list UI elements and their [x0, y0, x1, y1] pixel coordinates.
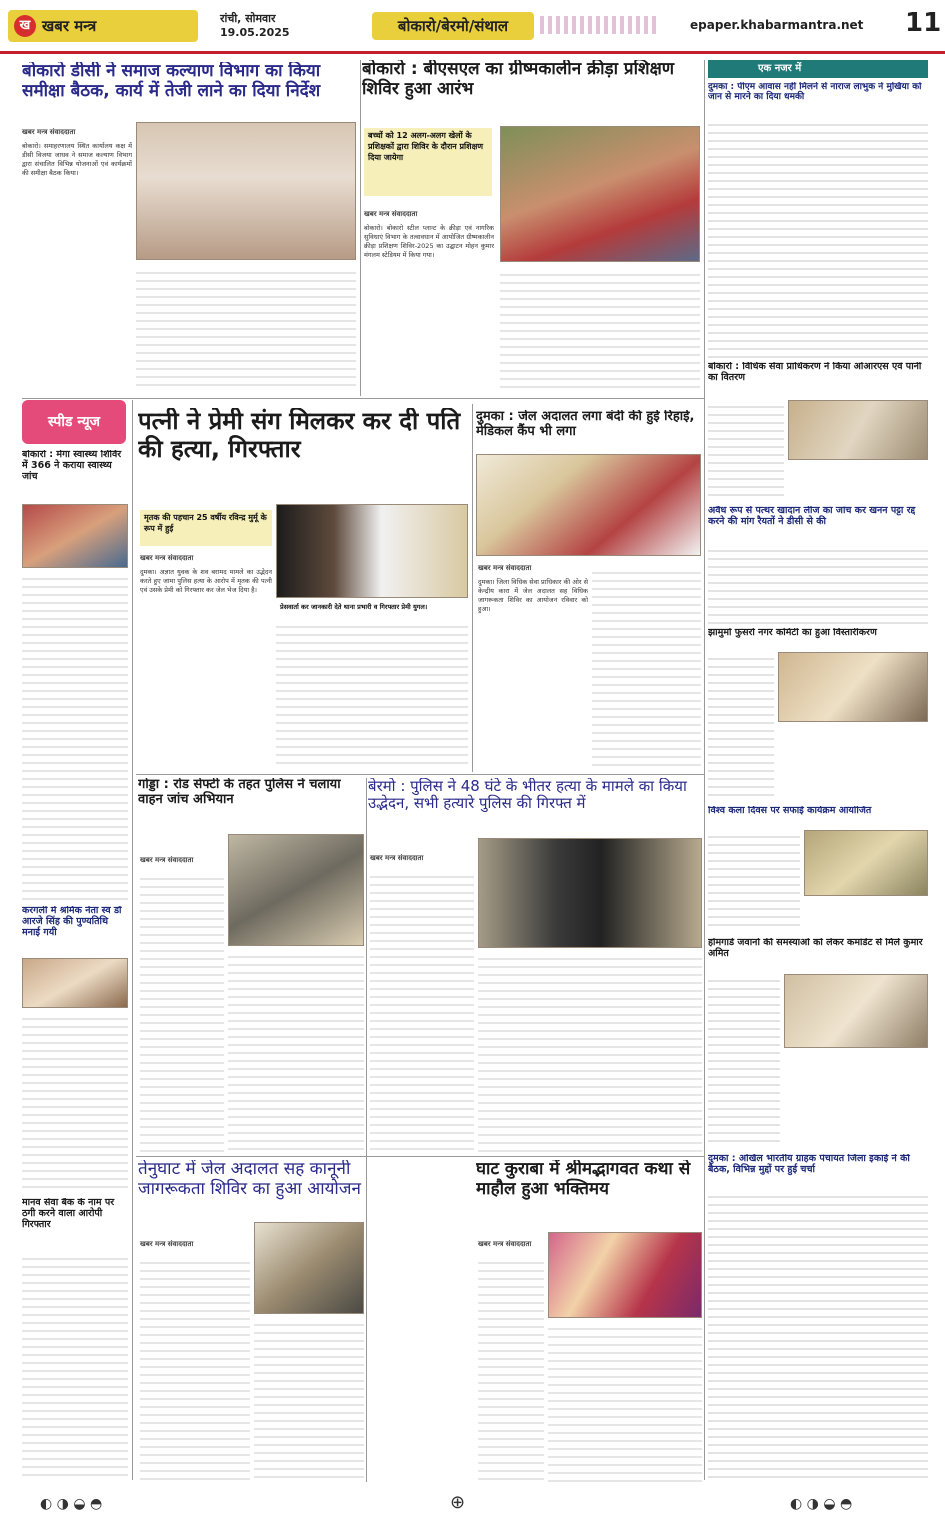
- decorative-stripe: [540, 16, 660, 34]
- subhead: बच्चों को 12 अलग-अलग खेलों के प्रशिक्षकों द्वारा शिविर के दौरान प्रशिक्षण दिया जायेगा: [364, 128, 492, 196]
- headline-pm-awas: दुमका : पीएम आवास नहीं मिलने से नाराज लाभुक ने मुखिया को जान से मारने का दिया धमकी: [708, 82, 922, 103]
- speed-news-label: स्पीड न्यूज: [47, 414, 101, 430]
- photo-police-press: [276, 504, 468, 598]
- article-body-cont: [500, 268, 700, 392]
- byline: खबर मन्त्र संवाददाता: [22, 128, 76, 136]
- photo-vehicle-check: [228, 834, 364, 946]
- headline-jmm-fusro: झामुमो फुसरो नगर कमिटी का हुआ विस्तारीकरण: [708, 628, 877, 638]
- column-divider: [366, 778, 367, 1482]
- article-body: [708, 544, 928, 624]
- epaper-link[interactable]: epaper.khabarmantra.net: [690, 18, 864, 32]
- section-tag: एक नजर में: [708, 60, 928, 78]
- headline-health-camp: बोकारो : मेगा स्वास्थ्य शिविर में 366 ने कराया स्वास्थ्य जांच: [22, 450, 122, 482]
- photo-caption: प्रेसवार्ता कर जानकारी देते थाना प्रभारी व गिरफ्तार प्रेमी युगल।: [276, 600, 468, 616]
- section-title: बोकारो/बेरमो/संथाल: [372, 12, 534, 40]
- dateline: [220, 12, 290, 40]
- column-divider: [360, 60, 361, 396]
- byline: खबर मन्त्र संवाददाता: [140, 856, 194, 864]
- column-divider: [132, 400, 133, 1480]
- article-body-cont: [254, 1318, 364, 1482]
- section-divider: [136, 1156, 704, 1157]
- footer: [0, 1490, 945, 1517]
- brand-name: खबर मन्त्र: [42, 17, 97, 35]
- article-body: [140, 872, 224, 1152]
- headline-bhagwat-katha: घाट कुराबा में श्रीमद्भागवत कथा से माहौल हुआ भक्तिमय: [476, 1160, 691, 1199]
- photo-katha: [548, 1232, 702, 1318]
- photo-health-camp: [22, 504, 128, 568]
- article-body: [22, 1012, 128, 1192]
- article-body: बोकारो। समाहरणालय स्थित कार्यालय कक्ष में डीसी विजया जाधव ने समाज कल्याण विभाग द्वारा संचालित विभिन्न योजनाओं एवं कार्यक्रमों की समीक्षा बैठक किया।: [22, 142, 132, 177]
- page-number: 11: [905, 8, 942, 38]
- article-body: [478, 1256, 544, 1482]
- date: 19.05.2025: [220, 26, 290, 39]
- headline-rj-singh: करगली में श्रमिक नेता स्व डॉ आरजे सिंह की पुण्यतिथि मनाई गयी: [22, 906, 122, 938]
- registration-mark-icon: ◐ ◑ ◒ ◓: [40, 1496, 103, 1512]
- headline-mining-lease: अवैध रूप से पत्थर खादान लीज का जांच कर खनन पट्टा रद्द करने की मांग रैयतों ने डीसी से की: [708, 506, 916, 527]
- article-body-cont: [228, 950, 364, 1152]
- byline: खबर मन्त्र संवाददाता: [140, 1240, 194, 1248]
- article-body: [708, 974, 780, 1144]
- right-column: [708, 60, 928, 1480]
- article-body-cont: [548, 1322, 702, 1482]
- byline: खबर मन्त्र संवाददाता: [478, 1240, 532, 1248]
- registration-mark-icon: ◐ ◑ ◒ ◓: [790, 1496, 853, 1512]
- headline-jail-court: दुमका : जेल अदालत लगा बंदी की हुई रिहाई, मेडिकल कैंप भी लगा: [476, 410, 695, 439]
- article-body: [708, 118, 928, 358]
- logo-icon: ख: [14, 15, 36, 37]
- article-body: दुमका। जिला विधिक सेवा प्राधिकार की ओर से केन्द्रीय कारा में जेल अदालत सह विधिक जागरूकता शिविर का आयोजन रविवार को हुआ।: [478, 578, 588, 613]
- article-body: दुमका। अज्ञात युवक के शव बरामद मामले का उद्भेदन करते हुए जामा पुलिस हत्या के आरोप में मृतक की पत्नी एवं उसके प्रेमी को गिरफ्तार कर जेल भेज दिया है।: [140, 568, 272, 594]
- headline-road-safety: गोड्डा : रोड सेफ्टी के तहत पुलिस ने चलाया वाहन जांच अभियान: [138, 778, 341, 807]
- headline-legal-ors: बोकारो : विधिक सेवा प्राधिकरण ने किया ओआरएस एवं पानी का वितरण: [708, 362, 922, 383]
- photo-jail-court: [476, 454, 701, 556]
- brand-block: [8, 10, 198, 42]
- headline-art-day: विश्व कला दिवस पर सफाई कार्यक्रम आयोजित: [708, 806, 872, 816]
- article-body-cont: [136, 266, 356, 392]
- headline-bsl-camp: बोकारो : बीएसएल का ग्रीष्मकालीन क्रीड़ा प्रशिक्षण शिविर हुआ आरंभ: [362, 60, 675, 99]
- article-body: [708, 652, 774, 802]
- headline-consumer-panchayat: दुमका : अखिल भारतीय ग्राहक पंचायत जिला इकाई ने की बैठक, विभिन्न मुद्दों पर हुई चर्चा: [708, 1154, 910, 1175]
- article-body: [22, 1252, 128, 1482]
- registration-mark-icon: ⊕: [450, 1492, 466, 1513]
- article-body-cont: [276, 620, 468, 768]
- headline-bermo-murder: बेरमो : पुलिस ने 48 घंटे के भीतर हत्या के मामले का किया उद्भेदन, सभी हत्यारे पुलिस की गिरफ्त में: [368, 778, 687, 813]
- article-body: [370, 870, 474, 1152]
- photo-meeting: [136, 122, 356, 260]
- article-body: [22, 572, 128, 902]
- photo-ors-distribution: [788, 400, 928, 460]
- byline: खबर मन्त्र संवाददाता: [364, 210, 418, 218]
- headline-dc-review: बोकारो डीसी ने समाज कल्याण विभाग का किया समीक्षा बैठक, कार्य में तेजी लाने का दिया निर्देश: [22, 62, 321, 101]
- article-body: [708, 400, 784, 500]
- article-body: [140, 1256, 250, 1482]
- article-body-cont: [592, 566, 701, 768]
- photo-legal-camp: [254, 1222, 364, 1314]
- photo-cleaning-drive: [804, 830, 928, 896]
- photo-tribute: [22, 958, 128, 1008]
- section-divider: [22, 398, 704, 399]
- subhead: मृतक की पहचान 25 वर्षीय रविन्द्र मुर्मू के रूप में हुई: [140, 510, 272, 546]
- article-body: [708, 1190, 928, 1480]
- speed-news-tag: [22, 400, 126, 444]
- photo-children-camp: [500, 126, 700, 262]
- headline-tenughat: तेनुघाट में जेल अदालत सह कानूनी जागरूकता शिविर का हुआ आयोजन: [138, 1160, 361, 1199]
- article-body-cont: [478, 952, 702, 1152]
- headline-murder-case: पत्नी ने प्रेमी संग मिलकर कर दी पति की हत्या, गिरफ्तार: [138, 408, 461, 463]
- column-divider: [704, 60, 705, 1480]
- headline-homeguard: होमगार्ड जवानों की समस्याओं को लेकर कमांडेंट से मिले कुमार अमित: [708, 938, 923, 959]
- photo-arrested-accused: [478, 838, 702, 948]
- byline: खबर मन्त्र संवाददाता: [370, 854, 424, 862]
- masthead: [0, 0, 945, 54]
- city-day: रांची, सोमवार: [220, 12, 276, 25]
- byline: खबर मन्त्र संवाददाता: [140, 554, 194, 562]
- photo-jmm-meeting: [778, 652, 928, 722]
- headline-fraud-arrest: मानव सेवा बैंक के नाम पर ठगी करने वाला आरोपी गिरफ्तार: [22, 1198, 115, 1230]
- photo-homeguard-meeting: [784, 974, 928, 1048]
- column-divider: [472, 404, 473, 772]
- article-body: बोकारो। बोकारो स्टील प्लान्ट के क्रीड़ा एवं नागरिक सुविधाएं विभाग के तत्वावधान में आयोजित ग्रीष्मकालीन क्रीड़ा प्रशिक्षण शिविर-2025 का उद्घाटन मोहन कुमार मंगलम स्टेडियम में किया गया।: [364, 224, 494, 259]
- byline: खबर मन्त्र संवाददाता: [478, 564, 532, 572]
- section-divider: [136, 774, 704, 775]
- article-body: [708, 830, 800, 930]
